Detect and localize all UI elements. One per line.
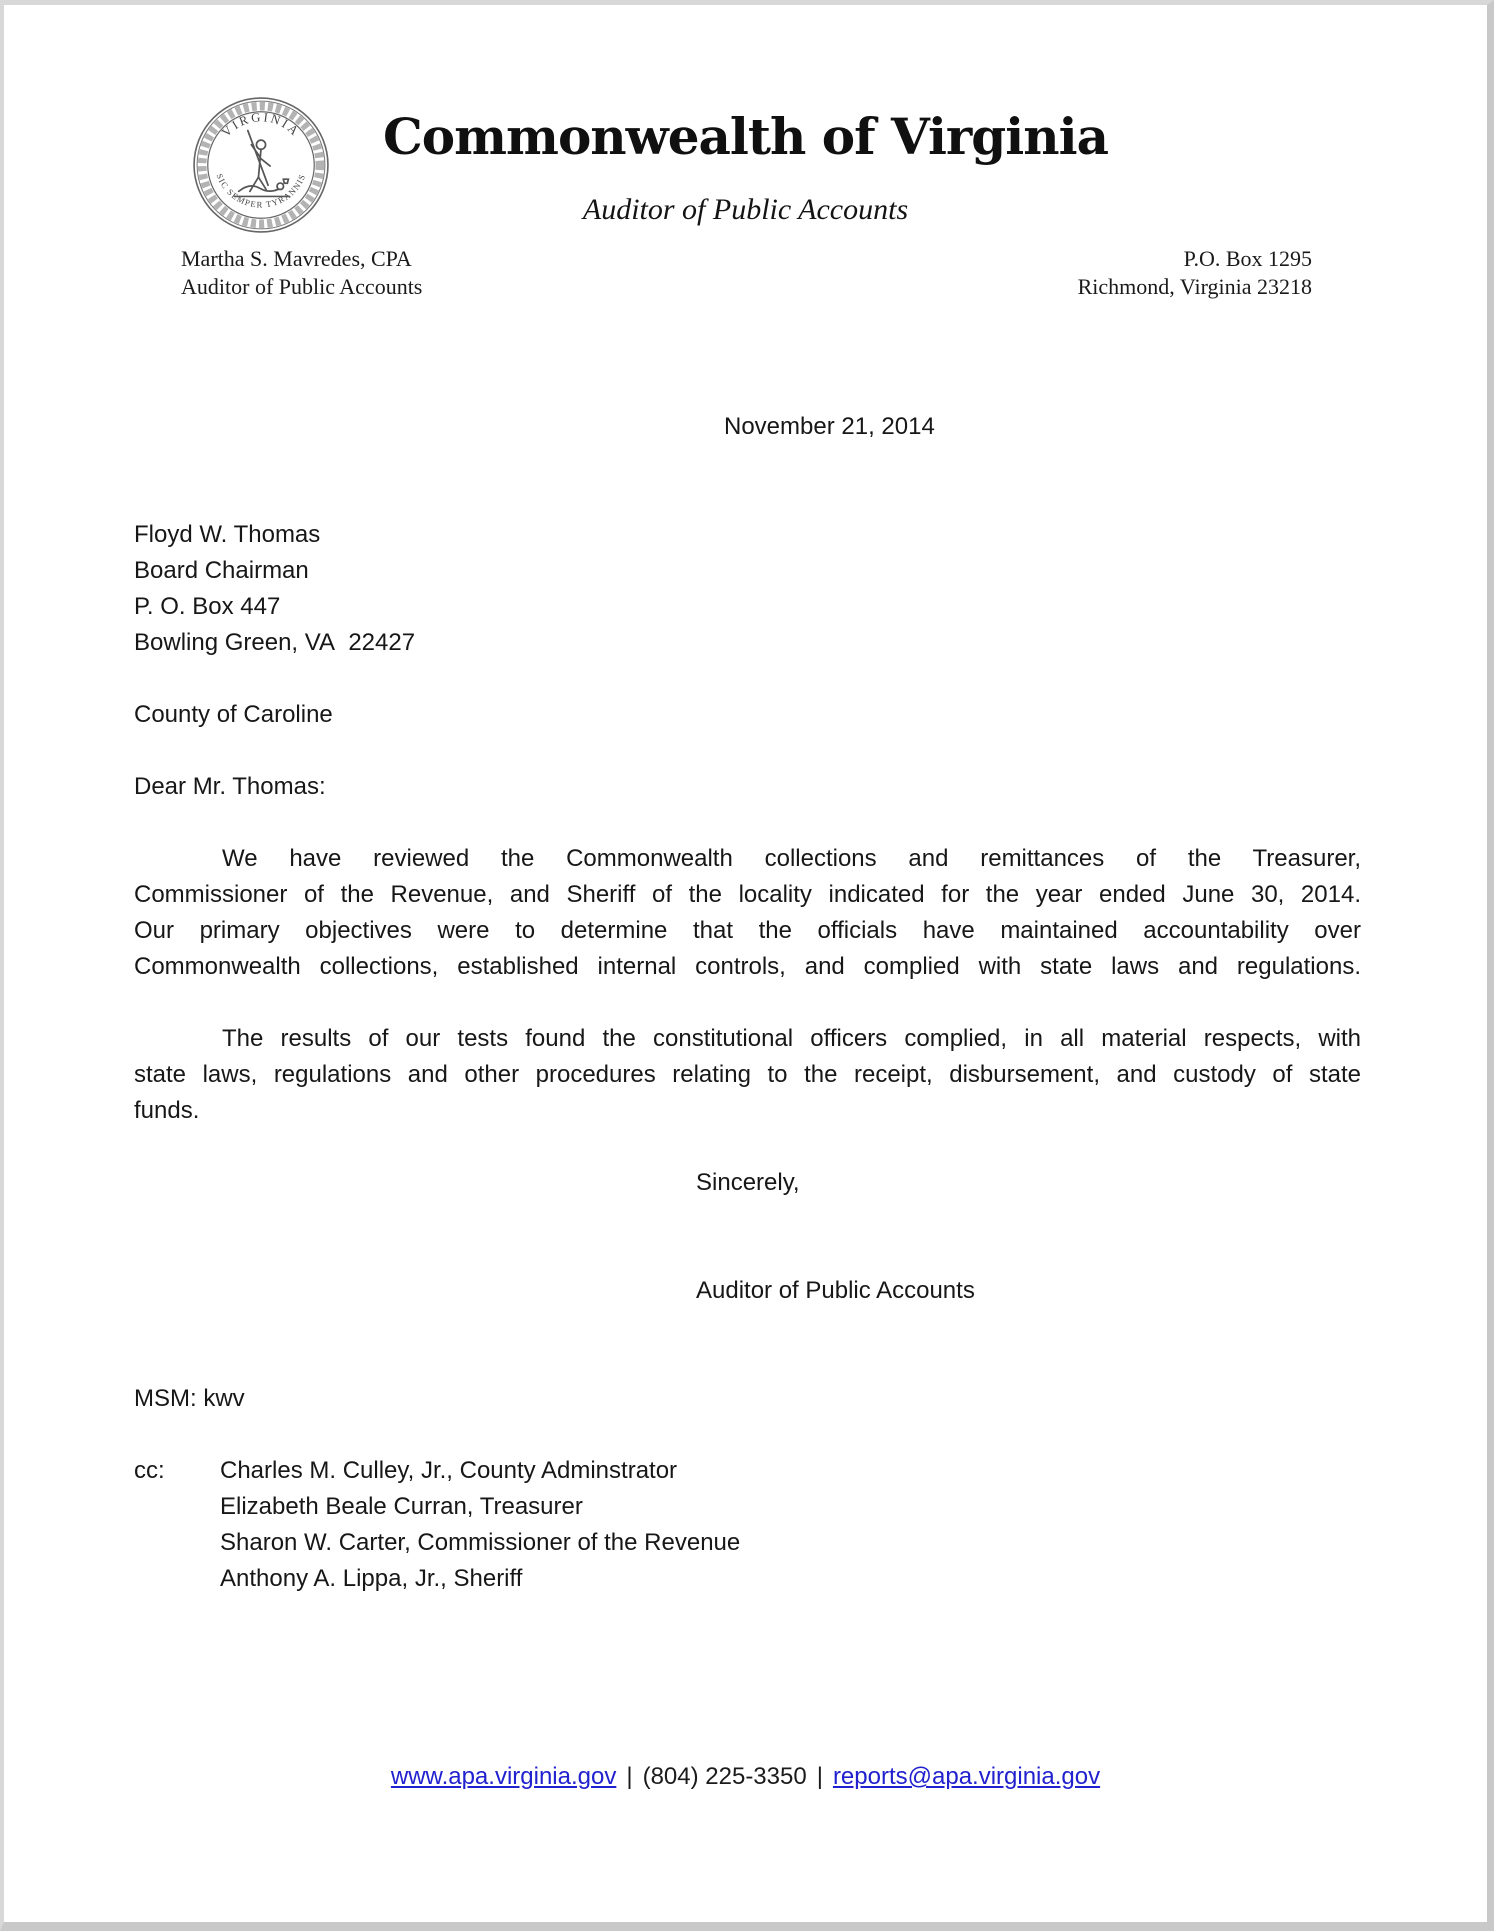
footer-separator: | (626, 1763, 633, 1790)
recipient-block (134, 517, 1361, 661)
paragraph-1 (134, 841, 1361, 985)
cc-entry: Elizabeth Beale Curran, Treasurer (220, 1493, 583, 1520)
address-line2: Richmond, Virginia 23218 (1077, 274, 1312, 299)
paragraph-1-line: We have reviewed the Commonwealth collections and remittances of the Treasurer, (222, 845, 1361, 872)
paragraph-2-line: The results of our tests found the constitutional officers complied, in all material respects, with (222, 1025, 1361, 1052)
official-title: Auditor of Public Accounts (181, 274, 423, 299)
official-block (181, 245, 422, 301)
locality-line: County of Caroline (134, 701, 333, 728)
paragraph-2-line: funds. (134, 1097, 200, 1124)
recipient-city: Bowling Green, VA 22427 (134, 629, 416, 656)
recipient-name: Floyd W. Thomas (134, 521, 321, 548)
reference-initials: MSM: kwv (134, 1385, 245, 1412)
cc-entry: Anthony A. Lippa, Jr., Sheriff (220, 1565, 523, 1592)
email-link[interactable]: reports@apa.virginia.gov (832, 1763, 1101, 1790)
closing-line: Sincerely, (696, 1169, 800, 1196)
cc-entry: Sharon W. Carter, Commissioner of the Revenue (220, 1529, 741, 1556)
recipient-title: Board Chairman (134, 557, 309, 584)
paragraph-2-line: state laws, regulations and other procedures relating to the receipt, disbursement, and custody of state (134, 1061, 1361, 1088)
org-subtitle: Auditor of Public Accounts (582, 193, 909, 226)
footer-separator: | (816, 1763, 823, 1790)
seal-motto-bottom: SIC SEMPER TYRANNIS (214, 172, 308, 210)
address-line1: P.O. Box 1295 (1183, 246, 1312, 271)
cc-list (220, 1453, 740, 1597)
org-title: Commonwealth of Virginia (383, 107, 1108, 166)
paragraph-1-line: Commonwealth collections, established internal controls, and complied with state laws and regulations. (134, 953, 1361, 980)
office-address-block (1078, 245, 1312, 301)
page-footer (4, 1761, 1487, 1793)
phone-number: (804) 225-3350 (642, 1763, 807, 1790)
official-name: Martha S. Mavredes, CPA (181, 246, 412, 271)
cc-block (134, 1453, 1361, 1597)
website-link[interactable]: www.apa.virginia.gov (390, 1763, 617, 1790)
paragraph-1-line: Commissioner of the Revenue, and Sheriff of the locality indicated for the year ended June 30, 2014. (134, 881, 1361, 908)
salutation: Dear Mr. Thomas: (134, 773, 326, 800)
cc-label: cc: (134, 1457, 165, 1484)
letter-body (134, 409, 1361, 1597)
paragraph-1-line: Our primary objectives were to determine that the officials have maintained accountability over (134, 917, 1361, 944)
seal-motto-top: VIRGINIA (219, 110, 303, 140)
cc-entry: Charles M. Culley, Jr., County Adminstrator (220, 1457, 678, 1484)
recipient-address: P. O. Box 447 (134, 593, 281, 620)
signature-title: Auditor of Public Accounts (696, 1277, 975, 1304)
paragraph-2 (134, 1021, 1361, 1129)
letter-date: November 21, 2014 (724, 413, 935, 440)
